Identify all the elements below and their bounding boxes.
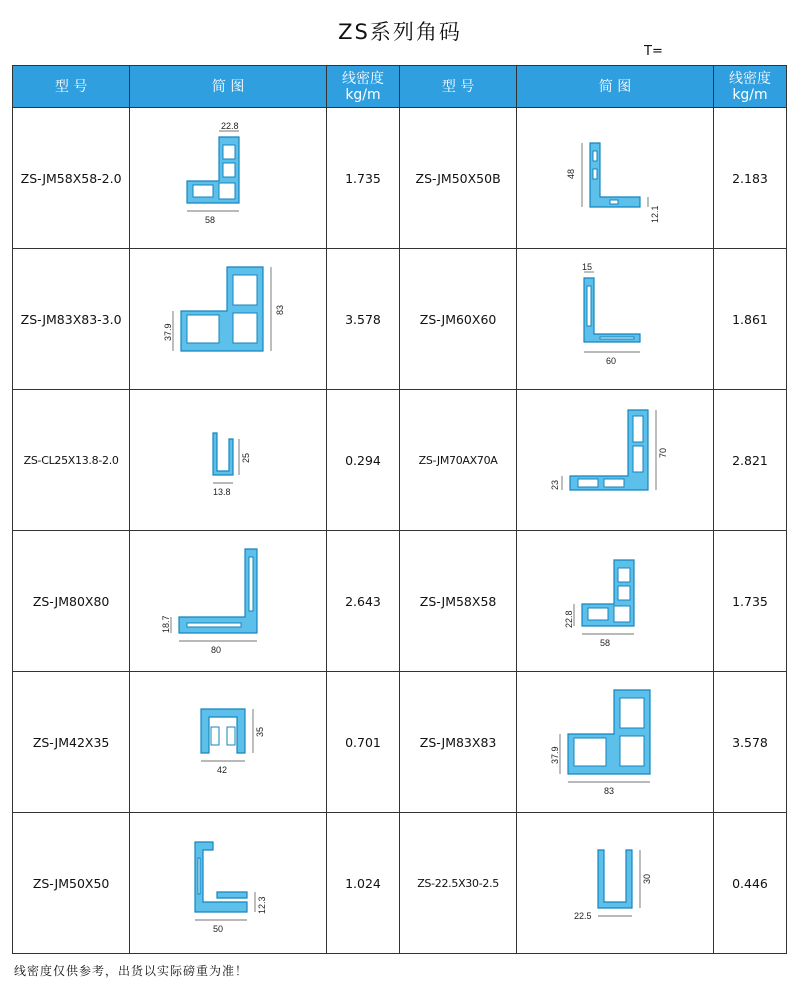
dim-label: 83 xyxy=(604,786,615,796)
density-cell: 1.024 xyxy=(327,813,400,954)
header-density-unit: kg/m xyxy=(732,86,768,103)
density-cell: 2.821 xyxy=(714,390,787,531)
dim-label: 60 xyxy=(606,356,617,366)
header-density xyxy=(327,66,400,108)
model-cell: ZS-JM83X83-3.0 xyxy=(13,249,130,390)
model-cell: ZS-JM50X50 xyxy=(13,813,130,954)
footnote: 线密度仅供参考，出货以实际磅重为准！ xyxy=(14,964,249,978)
density-cell: 3.578 xyxy=(327,249,400,390)
header-density-label: 线密度 xyxy=(342,70,384,87)
density-cell: 1.735 xyxy=(714,531,787,672)
density-cell: 0.446 xyxy=(714,813,787,954)
dim-label: 15 xyxy=(582,262,593,272)
dim-label: 83 xyxy=(275,304,286,315)
table-row xyxy=(13,390,787,531)
profile-drawing xyxy=(550,400,680,520)
density-cell: 0.294 xyxy=(327,390,400,531)
profile-drawing xyxy=(173,123,283,233)
diagram-cell xyxy=(130,672,327,813)
dim-label: 30 xyxy=(642,873,653,884)
table-row xyxy=(13,108,787,249)
profile-drawing xyxy=(163,259,293,379)
dim-label: 22.8 xyxy=(564,610,575,628)
dim-label: 48 xyxy=(566,168,577,179)
table-row xyxy=(13,672,787,813)
dim-label: 37.9 xyxy=(163,323,174,341)
header-model: 型 号 xyxy=(13,66,130,108)
table-header-row xyxy=(13,66,787,108)
dim-label: 22.8 xyxy=(221,121,239,131)
model-cell: ZS-JM83X83 xyxy=(399,672,516,813)
density-cell: 1.735 xyxy=(327,108,400,249)
table-row xyxy=(13,531,787,672)
density-cell: 2.643 xyxy=(327,531,400,672)
dim-label: 23 xyxy=(550,479,561,490)
profile-drawing xyxy=(163,541,293,661)
dim-label: 18.7 xyxy=(161,615,172,633)
dim-label: 13.8 xyxy=(213,487,231,497)
density-cell: 3.578 xyxy=(714,672,787,813)
diagram-cell xyxy=(517,531,714,672)
diagram-cell xyxy=(130,531,327,672)
profile-drawing xyxy=(560,123,670,233)
density-cell: 1.861 xyxy=(714,249,787,390)
profile-drawing xyxy=(560,264,670,374)
profile-drawing xyxy=(173,687,283,797)
diagram-cell xyxy=(517,249,714,390)
dim-label: 12.3 xyxy=(257,896,268,914)
model-cell: ZS-JM60X60 xyxy=(399,249,516,390)
dim-label: 22.5 xyxy=(574,911,592,921)
page-title: ZS系列角码 xyxy=(338,20,462,44)
diagram-cell xyxy=(130,390,327,531)
profile-drawing xyxy=(173,405,283,515)
dim-label: 37.9 xyxy=(550,746,561,764)
density-cell: 2.183 xyxy=(714,108,787,249)
header-density xyxy=(714,66,787,108)
dim-label: 58 xyxy=(600,638,611,648)
model-cell: ZS-JM58X58 xyxy=(399,531,516,672)
spec-table xyxy=(12,65,787,954)
profile-drawing xyxy=(550,682,680,802)
model-cell: ZS-JM58X58-2.0 xyxy=(13,108,130,249)
profile-drawing xyxy=(560,828,670,938)
header-diagram: 简 图 xyxy=(130,66,327,108)
diagram-cell xyxy=(517,390,714,531)
header-model: 型 号 xyxy=(399,66,516,108)
model-cell: ZS-CL25X13.8-2.0 xyxy=(13,390,130,531)
diagram-cell xyxy=(130,249,327,390)
model-cell: ZS-22.5X30-2.5 xyxy=(399,813,516,954)
header-density-unit: kg/m xyxy=(345,86,381,103)
diagram-cell xyxy=(517,672,714,813)
diagram-cell xyxy=(130,813,327,954)
dim-label: 70 xyxy=(658,447,669,458)
profile-drawing xyxy=(173,828,283,938)
table-row xyxy=(13,249,787,390)
t-mark: T= xyxy=(644,44,663,59)
dim-label: 25 xyxy=(241,452,252,463)
dim-label: 50 xyxy=(213,924,224,934)
header-density-label: 线密度 xyxy=(729,70,771,87)
profile-drawing xyxy=(560,546,670,656)
diagram-cell xyxy=(517,108,714,249)
header-diagram: 简 图 xyxy=(517,66,714,108)
dim-label: 12.1 xyxy=(650,205,661,223)
density-cell: 0.701 xyxy=(327,672,400,813)
diagram-cell xyxy=(517,813,714,954)
dim-label: 42 xyxy=(217,765,228,775)
model-cell: ZS-JM80X80 xyxy=(13,531,130,672)
model-cell: ZS-JM50X50B xyxy=(399,108,516,249)
diagram-cell xyxy=(130,108,327,249)
dim-label: 35 xyxy=(255,726,266,737)
model-cell: ZS-JM70AX70A xyxy=(399,390,516,531)
dim-label: 80 xyxy=(211,645,222,655)
model-cell: ZS-JM42X35 xyxy=(13,672,130,813)
dim-label: 58 xyxy=(205,215,216,225)
table-row xyxy=(13,813,787,954)
